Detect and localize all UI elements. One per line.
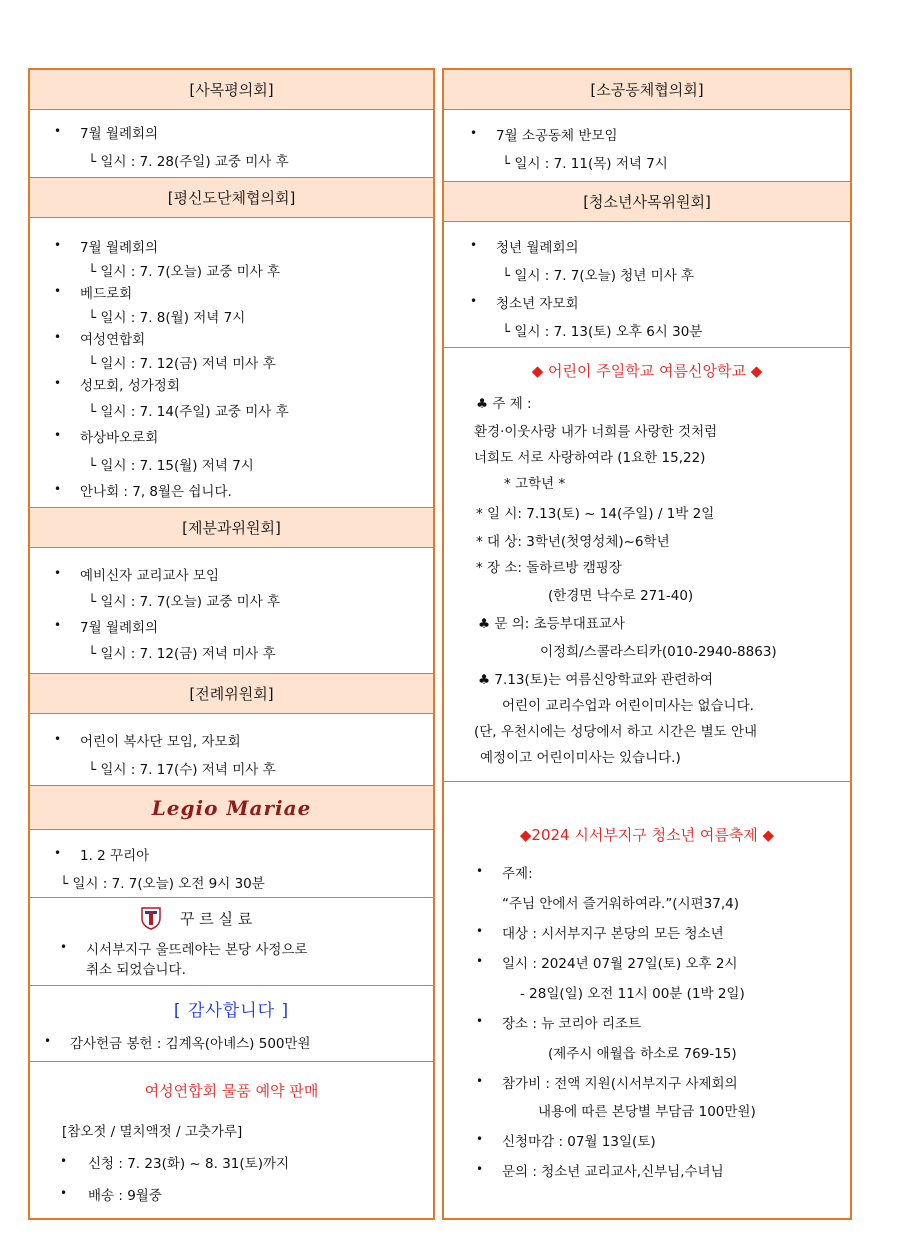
grade-label: * 고학년 * <box>504 476 566 492</box>
sale-title: 여성연합회 물품 예약 판매 <box>144 1082 319 1100</box>
list-item-detail: └ 일시 : 7. 12(금) 저녁 미사 후 <box>88 356 276 372</box>
bullet: • <box>60 940 68 954</box>
festival-place: (제주시 애월읍 하소로 769-15) <box>548 1046 737 1062</box>
place-info: * 장 소: 돌하르방 캠핑장 <box>476 560 622 576</box>
bullet: • <box>54 124 62 138</box>
list-item: 어린이 복사단 모임, 자모회 <box>80 734 241 750</box>
list-item: 안나회 : 7, 8월은 쉽니다. <box>80 484 232 500</box>
bullet: • <box>54 566 62 580</box>
festival-target: 대상 : 시서부지구 본당의 모든 청소년 <box>502 926 724 942</box>
list-item-detail: └ 일시 : 7. 7(오늘) 교중 미사 후 <box>88 594 281 610</box>
list-item: 하상바오로회 <box>80 430 159 446</box>
notice-line: ♣ 7.13(토)는 여름신앙학교와 관련하여 <box>478 672 714 688</box>
festival-title: ◆2024 시서부지구 청소년 여름축제 ◆ <box>519 826 775 844</box>
list-item: 청년 월례회의 <box>496 240 579 256</box>
bullet: • <box>54 732 62 746</box>
bullet: • <box>476 1162 484 1176</box>
summer-school-section <box>444 348 850 782</box>
bullet: • <box>44 1034 52 1048</box>
festival-deadline: 신청마감 : 07월 13일(토) <box>502 1134 656 1150</box>
festival-fee: 내용에 따른 본당별 부담금 100만원) <box>538 1104 756 1120</box>
list-item: 성모회, 성가정회 <box>80 378 180 394</box>
section-header: [전례위원회] <box>30 674 433 714</box>
section-header: [평신도단체협의회] <box>30 178 433 218</box>
festival-date: 일시 : 2024년 07월 27일(토) 오후 2시 <box>502 956 738 972</box>
left-column <box>28 68 435 1220</box>
bullet: • <box>476 1132 484 1146</box>
list-item-detail: └ 일시 : 7. 11(목) 저녁 7시 <box>502 156 668 172</box>
cursillo-section <box>30 898 433 986</box>
bullet: • <box>60 1186 68 1200</box>
list-item-detail: └ 일시 : 7. 7(오늘) 오전 9시 30분 <box>60 876 265 892</box>
festival-contact: 문의 : 청소년 교리교사,신부님,수녀님 <box>502 1164 724 1180</box>
contact-info: 이정희/스콜라스티카(010-2940-8863) <box>540 644 777 660</box>
list-item-detail: └ 일시 : 7. 15(월) 저녁 7시 <box>88 458 254 474</box>
address-info: (한경면 낙수로 271-40) <box>548 588 694 604</box>
summer-school-title: ◆ 어린이 주일학교 여름신앙학교 ◆ <box>531 362 763 380</box>
list-item-detail: └ 일시 : 7. 13(토) 오후 6시 30분 <box>502 324 703 340</box>
thanks-section <box>30 986 433 1062</box>
bullet: • <box>54 376 62 390</box>
bullet: • <box>60 1154 68 1168</box>
cursillo-text-line: 취소 되었습니다. <box>86 962 186 978</box>
festival-date: - 28일(일) 오전 11시 00분 (1박 2일) <box>520 986 745 1002</box>
list-item-detail: └ 일시 : 7. 17(수) 저녁 미사 후 <box>88 762 276 778</box>
list-item: 7월 월례회의 <box>80 240 159 256</box>
notice-line: (단, 우천시에는 성당에서 하고 시간은 별도 안내 <box>474 724 758 740</box>
thanks-title: [ 감사합니다 ] <box>173 1001 290 1021</box>
list-item: 7월 소공동체 반모임 <box>496 128 618 144</box>
sale-section <box>30 1062 433 1218</box>
bullet: • <box>476 1014 484 1028</box>
section-header: [사목평의회] <box>30 70 433 110</box>
bullet: • <box>476 954 484 968</box>
right-column <box>442 68 852 1220</box>
list-item-detail: └ 일시 : 7. 7(오늘) 청년 미사 후 <box>502 268 695 284</box>
catechesis-committee-section <box>30 508 433 674</box>
list-item: 7월 월례회의 <box>80 126 159 142</box>
notice-line: 예정이고 어린이미사는 있습니다.) <box>480 750 681 766</box>
liturgy-committee-section <box>30 674 433 786</box>
youth-festival-section <box>444 782 850 1218</box>
bullet: • <box>476 864 484 878</box>
bullet: • <box>470 238 478 252</box>
cursillo-title: 꾸 르 실 료 <box>180 910 253 928</box>
list-item: 청소년 자모회 <box>496 296 579 312</box>
youth-committee-section <box>444 182 850 348</box>
contact-label: ♣ 문 의: 초등부대표교사 <box>478 616 625 632</box>
legio-mariae-title: Legio Mariae <box>151 795 312 820</box>
list-item-detail: └ 일시 : 7. 8(월) 저녁 7시 <box>88 310 246 326</box>
thanks-text: 감사헌금 봉헌 : 김계옥(아녜스) 500만원 <box>70 1036 311 1052</box>
list-item: 여성연합회 <box>80 332 146 348</box>
bullet: • <box>476 1074 484 1088</box>
notice-line: 어린이 교리수업과 어린이미사는 없습니다. <box>502 698 754 714</box>
list-item-detail: └ 일시 : 7. 14(주일) 교중 미사 후 <box>88 404 289 420</box>
bullet: • <box>476 924 484 938</box>
bullet: • <box>54 618 62 632</box>
bullet: • <box>54 482 62 496</box>
bullet: • <box>470 294 478 308</box>
theme-label: ♣ 주 제 : <box>476 396 532 412</box>
list-item: 베드로회 <box>80 286 133 302</box>
date-info: * 일 시: 7.13(토) ~ 14(주일) / 1박 2일 <box>476 506 715 522</box>
theme-text: 환경·이웃사랑 내가 너희를 사랑한 것처럼 <box>474 424 718 440</box>
bullet: • <box>54 846 62 860</box>
lay-council-section <box>30 178 433 508</box>
section-header: [소공동체협의회] <box>444 70 850 110</box>
bullet: • <box>54 284 62 298</box>
list-item-detail: └ 일시 : 7. 28(주일) 교중 미사 후 <box>88 154 289 170</box>
festival-theme-label: 주제: <box>502 866 533 882</box>
pastoral-council-section <box>30 70 433 178</box>
legio-header <box>30 786 433 830</box>
list-item: 1. 2 꾸리아 <box>80 848 150 864</box>
small-community-section <box>444 70 850 182</box>
sale-delivery: 배송 : 9월중 <box>88 1188 162 1204</box>
bullet: • <box>54 330 62 344</box>
emblem-icon <box>140 906 162 930</box>
list-item: 예비신자 교리교사 모임 <box>80 568 219 584</box>
bullet: • <box>54 238 62 252</box>
bullet: • <box>470 126 478 140</box>
sale-apply: 신청 : 7. 23(화) ~ 8. 31(토)까지 <box>88 1156 290 1172</box>
target-info: * 대 상: 3학년(첫영성체)~6학년 <box>476 534 670 550</box>
sale-items: [참오젓 / 멸치액젓 / 고춧가루] <box>62 1124 243 1140</box>
list-item-detail: └ 일시 : 7. 12(금) 저녁 미사 후 <box>88 646 276 662</box>
festival-fee: 참가비 : 전액 지원(시서부지구 사제회의 <box>502 1076 738 1092</box>
festival-place: 장소 : 뉴 코리아 리조트 <box>502 1016 642 1032</box>
cursillo-text-line: 시서부지구 울뜨레야는 본당 사정으로 <box>86 942 308 958</box>
list-item: 7월 월례회의 <box>80 620 159 636</box>
festival-theme: “주님 안에서 즐거워하여라.”(시편37,4) <box>502 896 739 912</box>
bullet: • <box>54 428 62 442</box>
section-header: [제분과위원회] <box>30 508 433 548</box>
section-header: [청소년사목위원회] <box>444 182 850 222</box>
legio-mariae-section <box>30 786 433 898</box>
list-item-detail: └ 일시 : 7. 7(오늘) 교중 미사 후 <box>88 264 281 280</box>
theme-text: 너희도 서로 사랑하여라 (1요한 15,22) <box>474 450 706 466</box>
